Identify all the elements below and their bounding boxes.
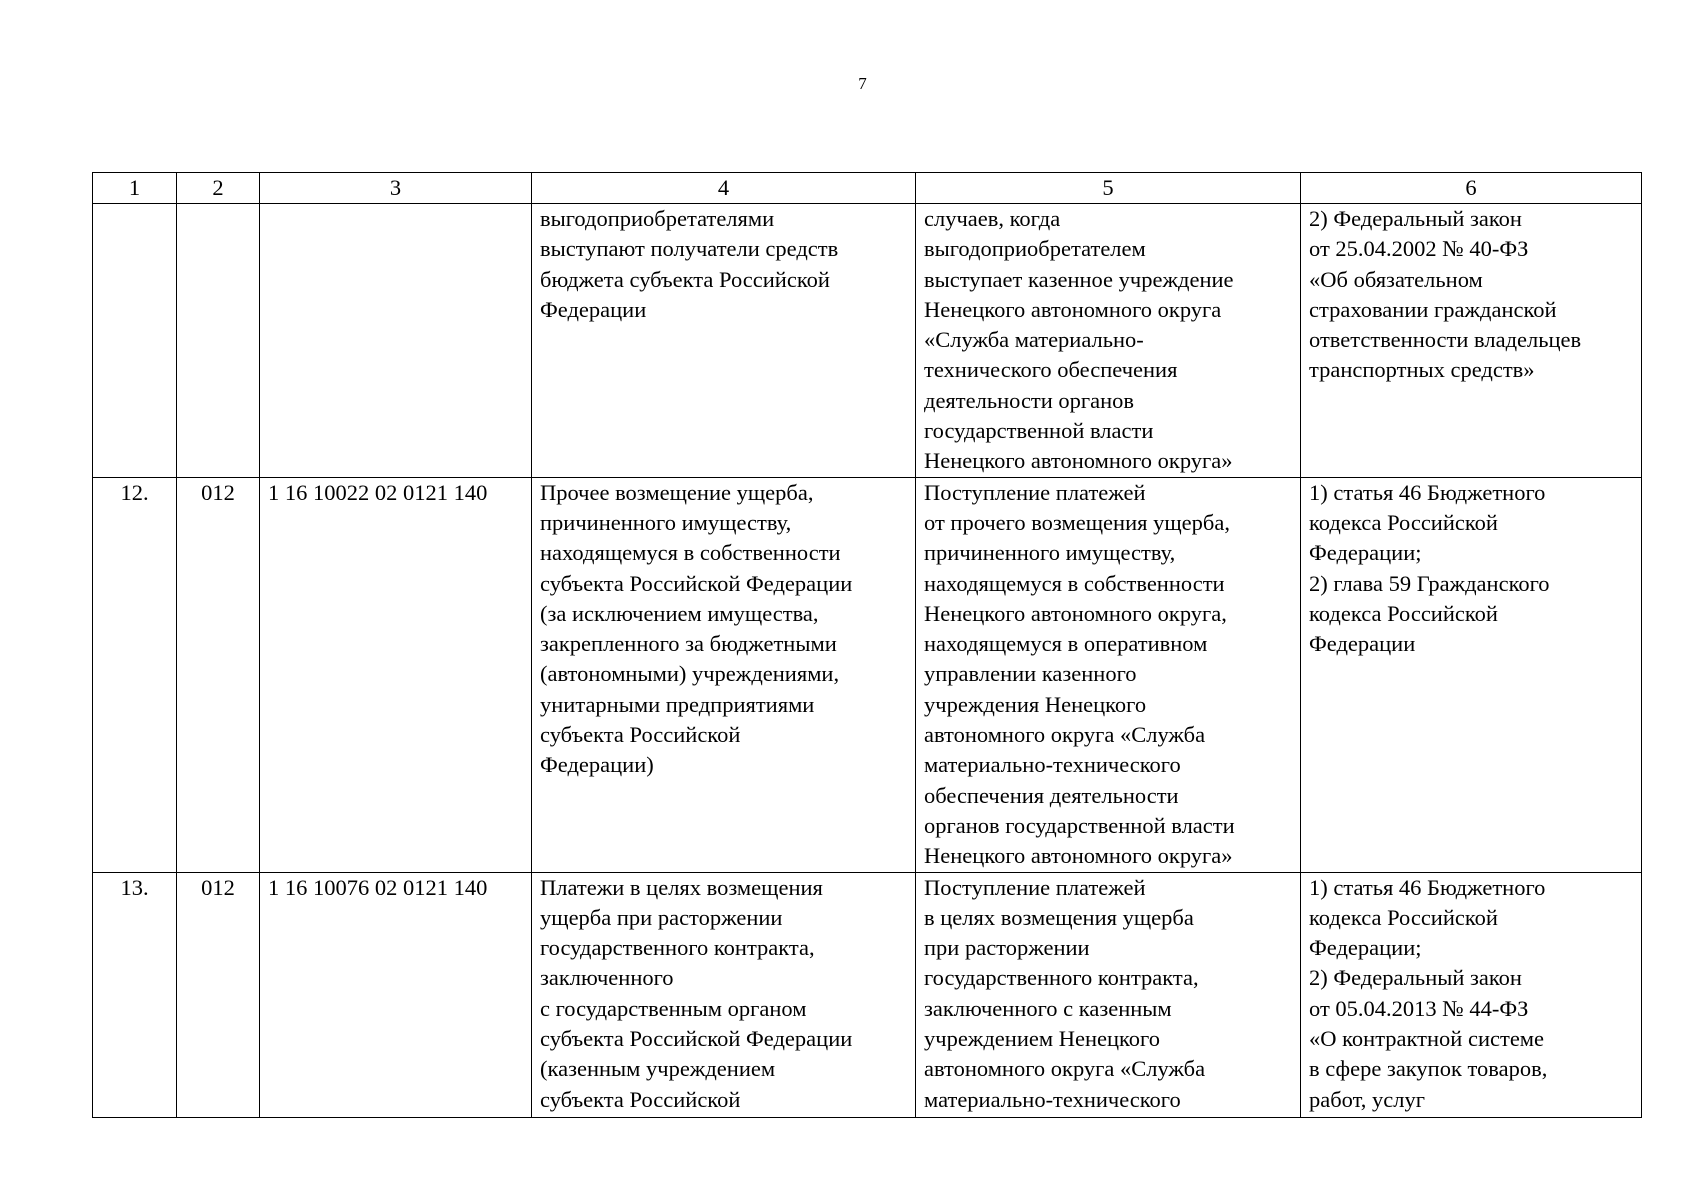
admin-code: 012 bbox=[177, 477, 260, 872]
row-number: 13. bbox=[93, 872, 177, 1117]
header-col-2: 2 bbox=[177, 173, 260, 204]
revenue-name: выгодоприобретателями выступают получатели средств бюджета субъекта Российской Федерации bbox=[532, 204, 916, 478]
row-number: 12. bbox=[93, 477, 177, 872]
revenue-codes-table bbox=[92, 172, 1642, 1118]
revenue-description: Поступление платежей от прочего возмещения ущерба, причиненного имуществу, находящемуся в собственности Ненецкого автономного округа, находящемуся в оперативном управлении казенного учреждения Ненецкого автономного округа «Служба материально-технического обеспечения деятельности органов государственной власти Ненецкого автономного округа» bbox=[916, 477, 1301, 872]
table-row bbox=[93, 204, 1642, 478]
row-number bbox=[93, 204, 177, 478]
header-col-5: 5 bbox=[916, 173, 1301, 204]
revenue-name: Прочее возмещение ущерба, причиненного имуществу, находящемуся в собственности субъекта Российской Федерации (за исключением имущества, закрепленного за бюджетными (автономными) учреждениями, унитарными предприятиями субъекта Российской Федерации) bbox=[532, 477, 916, 872]
admin-code: 012 bbox=[177, 872, 260, 1117]
table-row bbox=[93, 872, 1642, 1117]
header-col-4: 4 bbox=[532, 173, 916, 204]
header-col-3: 3 bbox=[260, 173, 532, 204]
header-col-1: 1 bbox=[93, 173, 177, 204]
header-col-6: 6 bbox=[1301, 173, 1642, 204]
legal-basis: 1) статья 46 Бюджетного кодекса Российской Федерации; 2) глава 59 Гражданского кодекса Российской Федерации bbox=[1301, 477, 1642, 872]
table-row bbox=[93, 477, 1642, 872]
legal-basis: 1) статья 46 Бюджетного кодекса Российской Федерации; 2) Федеральный закон от 05.04.2013 № 44-ФЗ «О контрактной системе в сфере закупок товаров, работ, услуг bbox=[1301, 872, 1642, 1117]
revenue-name: Платежи в целях возмещения ущерба при расторжении государственного контракта, заключенного с государственным органом субъекта Российской Федерации (казенным учреждением субъекта Российской bbox=[532, 872, 916, 1117]
revenue-code: 1 16 10076 02 0121 140 bbox=[260, 872, 532, 1117]
revenue-code: 1 16 10022 02 0121 140 bbox=[260, 477, 532, 872]
revenue-code bbox=[260, 204, 532, 478]
revenue-description: случаев, когда выгодоприобретателем выступает казенное учреждение Ненецкого автономного округа «Служба материально- технического обеспечения деятельности органов государственной власти Ненецкого автономного округа» bbox=[916, 204, 1301, 478]
legal-basis: 2) Федеральный закон от 25.04.2002 № 40-ФЗ «Об обязательном страховании гражданской ответственности владельцев транспортных средств» bbox=[1301, 204, 1642, 478]
table-header-row bbox=[93, 173, 1642, 204]
page-number: 7 bbox=[858, 74, 867, 93]
admin-code bbox=[177, 204, 260, 478]
revenue-description: Поступление платежей в целях возмещения ущерба при расторжении государственного контракта, заключенного с казенным учреждением Ненецкого автономного округа «Служба материально-технического bbox=[916, 872, 1301, 1117]
